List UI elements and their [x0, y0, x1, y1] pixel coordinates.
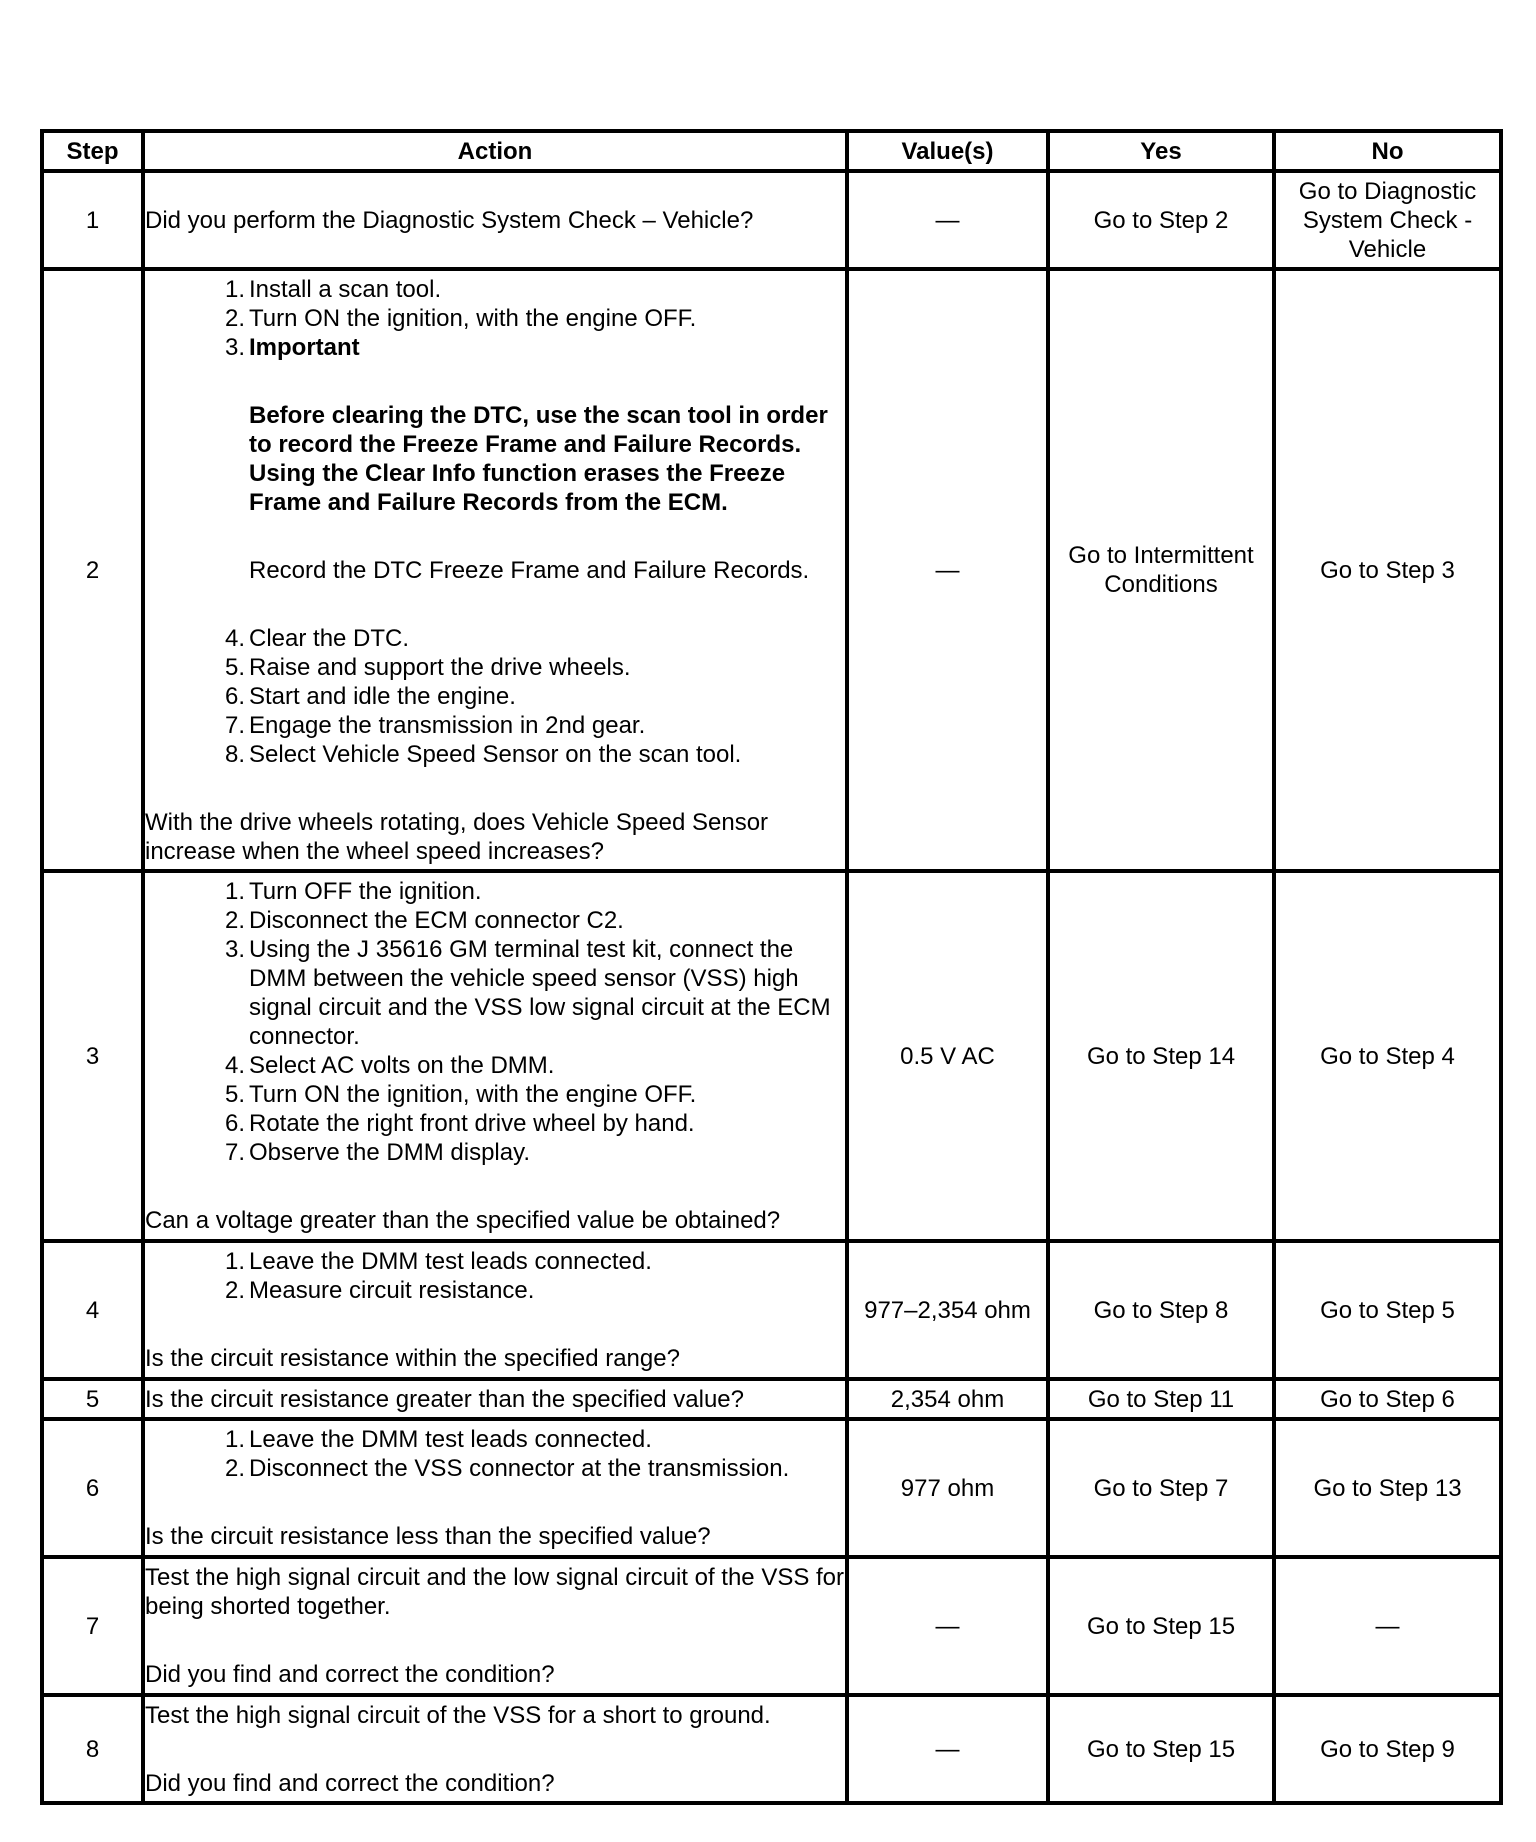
yes-cell: Go to Step 2 [1048, 171, 1274, 269]
action-cell [143, 269, 847, 871]
table-row [42, 1379, 1501, 1419]
list-item [145, 877, 845, 906]
action-text: Test the high signal circuit of the VSS for a short to ground. [145, 1701, 771, 1729]
value-cell: — [847, 1695, 1048, 1803]
action-question: Did you perform the Diagnostic System Check – Vehicle? [145, 206, 754, 234]
item-text: Clear the DTC. [249, 624, 410, 652]
value-cell: 977 ohm [847, 1419, 1048, 1557]
item-number: 1. [224, 1248, 245, 1275]
list-item [145, 1454, 845, 1483]
no-cell [1274, 171, 1501, 269]
list-item [145, 1138, 845, 1167]
value-cell: — [847, 1557, 1048, 1695]
list-item [145, 906, 845, 935]
step-number: 7 [42, 1557, 143, 1695]
table-row [42, 1695, 1501, 1803]
yes-cell: Go to Step 8 [1048, 1241, 1274, 1379]
step-number: 4 [42, 1241, 143, 1379]
value-cell: 0.5 V AC [847, 871, 1048, 1241]
no-cell: Go to Step 4 [1274, 871, 1501, 1241]
list-item [145, 1080, 845, 1109]
list-item [145, 1247, 845, 1276]
step-number: 5 [42, 1379, 143, 1419]
table-row [42, 269, 1501, 871]
list-item [145, 711, 845, 740]
item-number: 5. [224, 653, 245, 681]
yes-cell: Go to Step 15 [1048, 1695, 1274, 1803]
table-row [42, 1557, 1501, 1695]
step-number: 6 [42, 1419, 143, 1557]
step-number: 3 [42, 871, 143, 1241]
action-cell [143, 1557, 847, 1695]
yes-cell: Go to Step 14 [1048, 871, 1274, 1241]
item-number: 3. [224, 333, 245, 361]
item-text: Turn OFF the ignition. [249, 878, 482, 905]
step-number: 1 [42, 171, 143, 269]
action-question: Is the circuit resistance greater than the specified value? [145, 1385, 744, 1413]
diagnostic-table [40, 129, 1503, 1805]
table-row [42, 1241, 1501, 1379]
yes-cell: Go to Step 15 [1048, 1557, 1274, 1695]
item-text: Turn ON the ignition, with the engine OFF. [249, 1081, 697, 1108]
list-item [145, 304, 845, 333]
no-cell: Go to Step 5 [1274, 1241, 1501, 1379]
action-question: Is the circuit resistance within the specified range? [145, 1345, 680, 1372]
list-item [145, 1276, 845, 1305]
no-cell: — [1274, 1557, 1501, 1695]
table-row [42, 171, 1501, 269]
header-values: Value(s) [847, 131, 1048, 171]
header-row [42, 131, 1501, 171]
item-number: 2. [224, 1277, 245, 1304]
item-number: 2. [224, 1455, 245, 1482]
list-item [145, 1109, 845, 1138]
important-note: Before clearing the DTC, use the scan tool in order to record the Freeze Frame and Failure Records. Using the Clear Info function erases the Freeze Frame and Failure Records from the ECM. [249, 401, 828, 516]
item-number: 2. [224, 304, 245, 332]
item-number: 5. [224, 1081, 245, 1108]
action-cell [143, 1379, 847, 1419]
no-text: Go to Diagnostic System Check - Vehicle [1298, 178, 1477, 263]
action-cell [143, 1419, 847, 1557]
header-step: Step [42, 131, 143, 171]
action-question: With the drive wheels rotating, does Vehicle Speed Sensor increase when the wheel speed increases? [145, 808, 769, 865]
action-text: Test the high signal circuit and the low signal circuit of the VSS for being shorted together. [145, 1564, 845, 1620]
action-cell [143, 871, 847, 1241]
item-text: Leave the DMM test leads connected. [249, 1248, 652, 1275]
action-question: Can a voltage greater than the specified value be obtained? [145, 1207, 781, 1234]
item-number: 2. [224, 907, 245, 934]
item-number: 7. [224, 1139, 245, 1166]
item-number: 4. [224, 624, 245, 652]
action-question: Is the circuit resistance less than the specified value? [145, 1523, 711, 1550]
item-number: 1. [224, 878, 245, 905]
action-cell [143, 171, 847, 269]
step-number: 8 [42, 1695, 143, 1803]
item-text: Important [249, 333, 360, 361]
value-cell: 977–2,354 ohm [847, 1241, 1048, 1379]
list-item [145, 1425, 845, 1454]
action-cell [143, 1241, 847, 1379]
value-cell: — [847, 269, 1048, 871]
item-text: Leave the DMM test leads connected. [249, 1426, 652, 1453]
item-number: 7. [224, 711, 245, 739]
yes-cell: Go to Step 7 [1048, 1419, 1274, 1557]
item-number: 8. [224, 740, 245, 768]
list-item [145, 740, 845, 769]
item-number: 3. [224, 936, 245, 963]
item-text: Raise and support the drive wheels. [249, 653, 631, 681]
item-text: Turn ON the ignition, with the engine OFF. [249, 304, 697, 332]
list-item [145, 624, 845, 653]
item-number: 1. [224, 275, 245, 303]
table-row [42, 1419, 1501, 1557]
list-item [145, 682, 845, 711]
item-number: 1. [224, 1426, 245, 1453]
item-text: Engage the transmission in 2nd gear. [249, 711, 646, 739]
record-note: Record the DTC Freeze Frame and Failure Records. [249, 556, 810, 584]
header-no: No [1274, 131, 1501, 171]
item-text: Install a scan tool. [249, 275, 442, 303]
header-yes: Yes [1048, 131, 1274, 171]
item-text: Disconnect the VSS connector at the transmission. [249, 1455, 790, 1482]
item-text: Disconnect the ECM connector C2. [249, 907, 624, 934]
item-number: 6. [224, 1110, 245, 1137]
item-text: Select Vehicle Speed Sensor on the scan tool. [249, 740, 742, 768]
value-cell: — [847, 171, 1048, 269]
action-question: Did you find and correct the condition? [145, 1661, 555, 1688]
list-item [145, 1051, 845, 1080]
item-text: Select AC volts on the DMM. [249, 1052, 555, 1079]
item-text: Using the J 35616 GM terminal test kit, connect the DMM between the vehicle speed sensor (VSS) high signal circuit and the VSS low signal circuit at the ECM connector. [249, 936, 831, 1050]
yes-cell: Go to Step 11 [1048, 1379, 1274, 1419]
item-text: Observe the DMM display. [249, 1139, 530, 1166]
list-item [145, 333, 845, 362]
item-number: 6. [224, 682, 245, 710]
value-cell: 2,354 ohm [847, 1379, 1048, 1419]
yes-text: Go to Intermittent Conditions [1068, 542, 1254, 598]
action-cell [143, 1695, 847, 1803]
yes-cell [1048, 269, 1274, 871]
item-text: Measure circuit resistance. [249, 1277, 535, 1304]
list-item [145, 275, 845, 304]
action-question: Did you find and correct the condition? [145, 1769, 555, 1797]
header-action: Action [143, 131, 847, 171]
step-number: 2 [42, 269, 143, 871]
no-cell: Go to Step 3 [1274, 269, 1501, 871]
no-cell: Go to Step 6 [1274, 1379, 1501, 1419]
list-item [145, 653, 845, 682]
item-text: Rotate the right front drive wheel by hand. [249, 1110, 695, 1137]
no-cell: Go to Step 9 [1274, 1695, 1501, 1803]
table-row [42, 871, 1501, 1241]
list-item [145, 935, 845, 1051]
item-text: Start and idle the engine. [249, 682, 516, 710]
no-cell: Go to Step 13 [1274, 1419, 1501, 1557]
item-number: 4. [224, 1052, 245, 1079]
